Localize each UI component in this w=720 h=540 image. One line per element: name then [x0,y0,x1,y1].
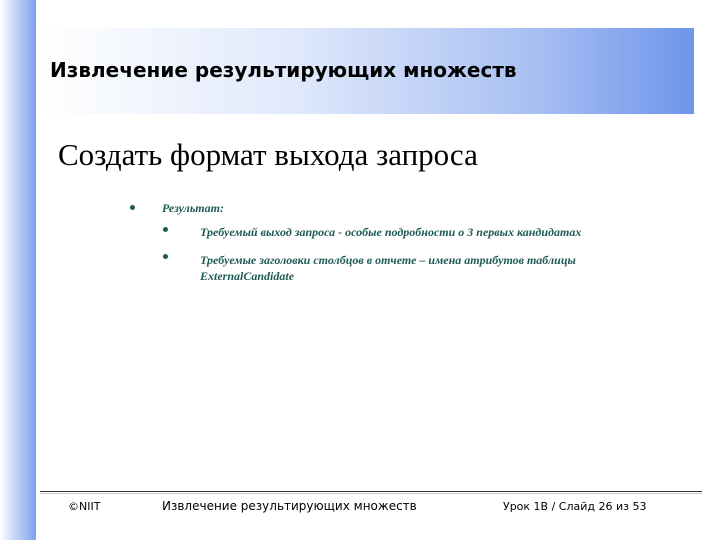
bullet-level2: Требуемые заголовки столбцов в отчете – имена атрибутов таблицы ExternalCandidate [200,253,576,283]
bullet-level1: Результат: [162,201,224,215]
slide-subtitle: Создать формат выхода запроса [58,137,478,172]
footer-copyright: ©NIIT [68,500,101,513]
left-gradient-bar [0,0,36,540]
footer-slide-number: Урок 1B / Слайд 26 из 53 [503,500,647,513]
footer-topic: Извлечение результирующих множеств [162,499,417,513]
footer-divider [40,491,702,492]
bullet-dot-level2 [163,254,168,259]
bullet-dot-level1 [130,205,135,210]
slide-title: Извлечение результирующих множеств [50,58,517,82]
bullet-dot-level2 [163,227,168,232]
footer-divider-shadow [40,493,702,494]
bullet-level2: Требуемый выход запроса - особые подробности о 3 первых кандидатах [200,225,582,239]
